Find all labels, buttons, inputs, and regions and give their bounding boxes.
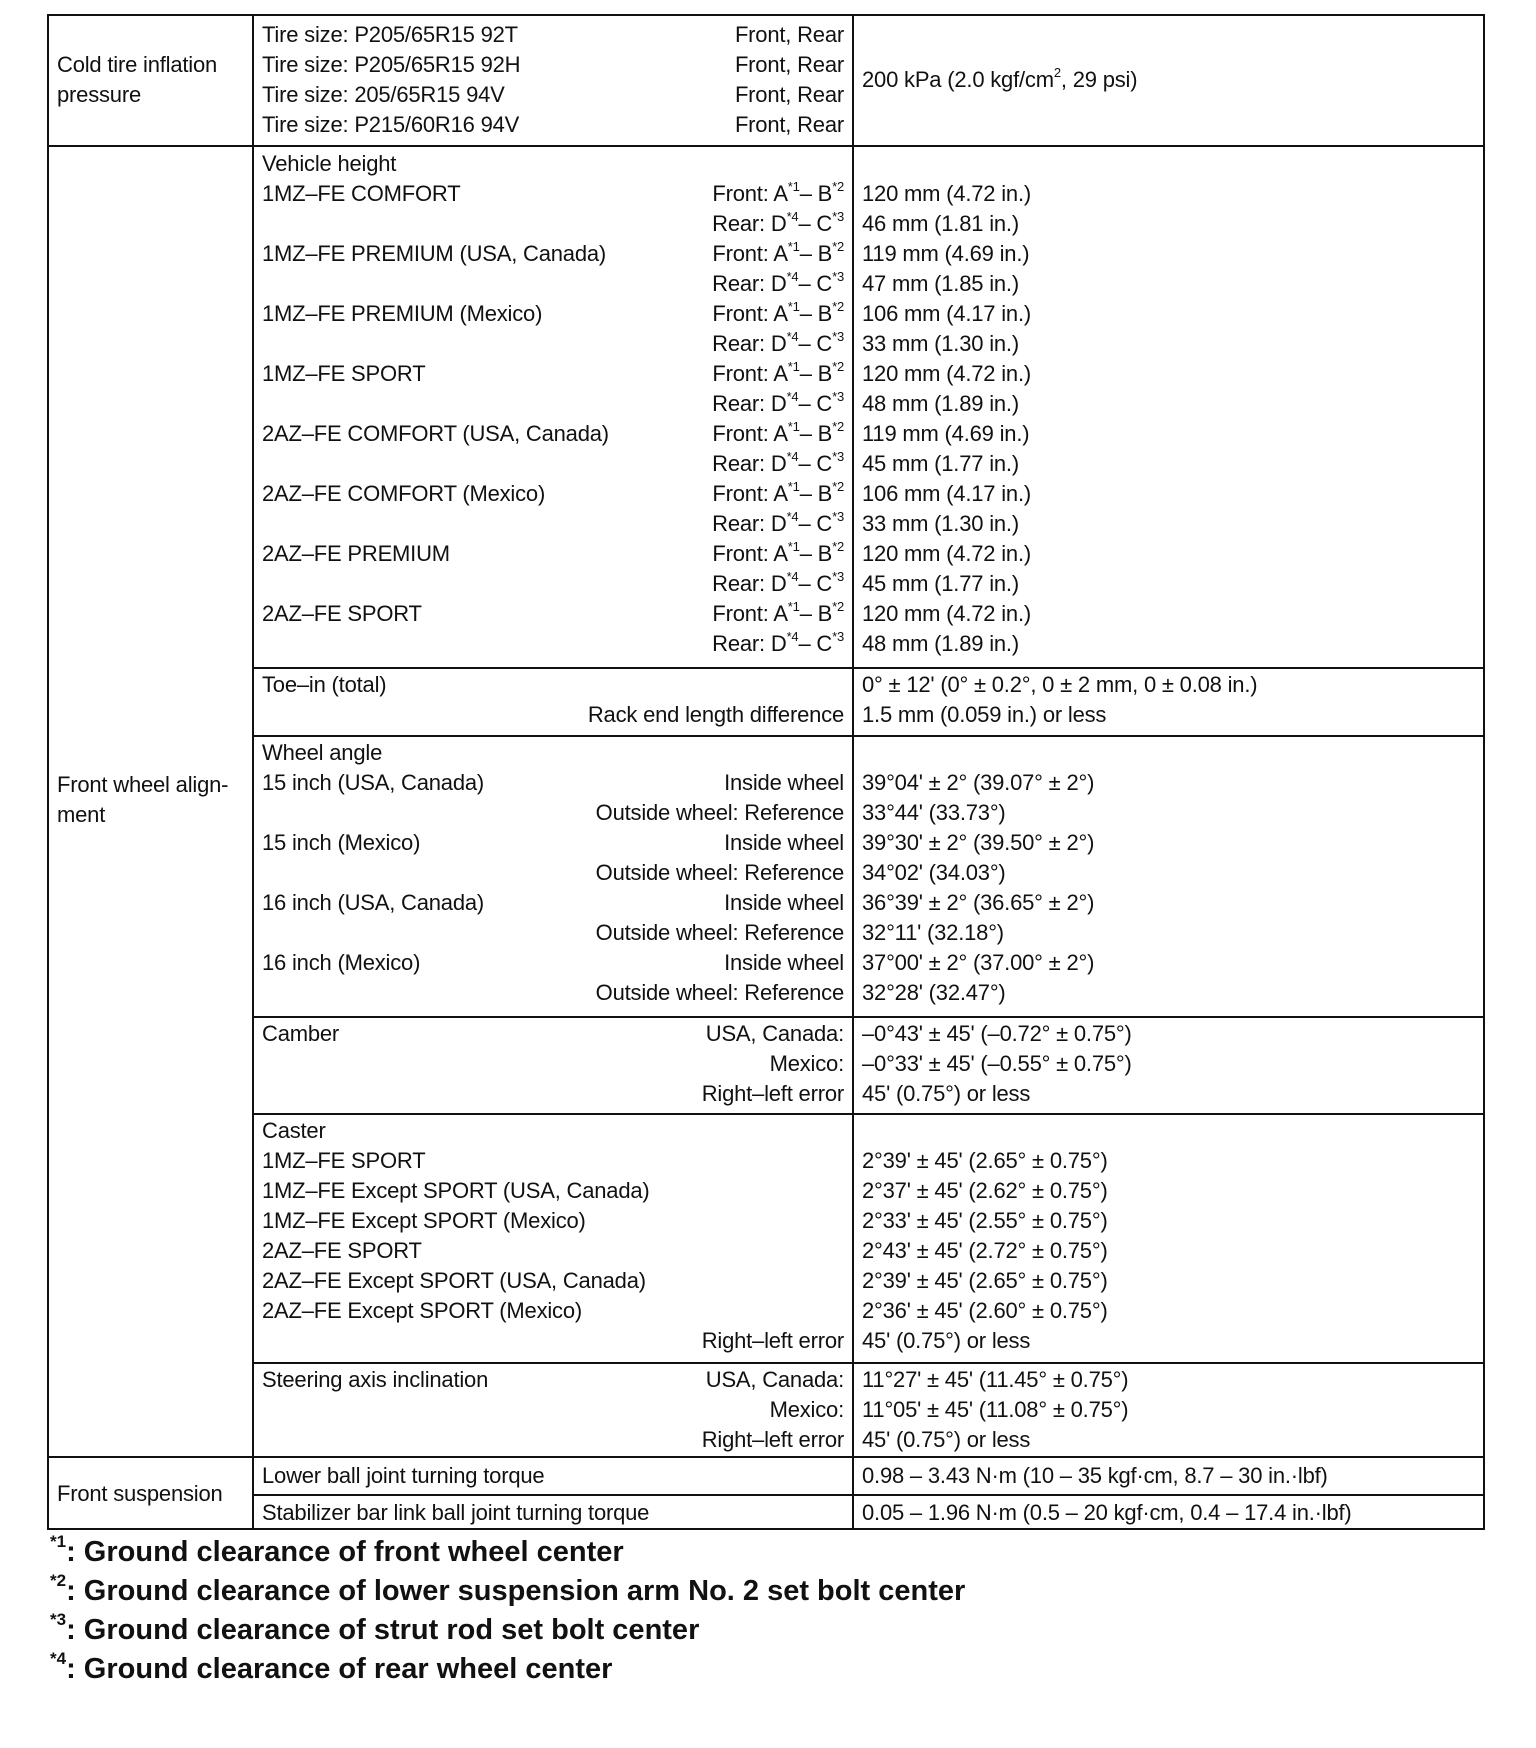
model-name: 1MZ–FE SPORT bbox=[262, 361, 426, 386]
footnote-ref: *2 bbox=[832, 358, 844, 374]
outside-wheel-value: 33°44' (33.73°) bbox=[862, 800, 1006, 825]
tire-position: Front, Rear bbox=[734, 22, 844, 47]
footnote-text: : Ground clearance of rear wheel center bbox=[66, 1653, 613, 1685]
footnote-ref: *1 bbox=[787, 238, 800, 254]
footnote-ref: *3 bbox=[832, 328, 844, 344]
footnote-ref: *2 bbox=[832, 238, 844, 254]
rear-label: Rear: D bbox=[712, 271, 787, 296]
front-measure-label bbox=[712, 299, 844, 329]
inside-wheel-label: Inside wheel bbox=[724, 890, 844, 915]
rear-label: Rear: D bbox=[712, 331, 787, 356]
rear-height-value: 33 mm (1.30 in.) bbox=[862, 331, 1019, 356]
footnote-ref: *4 bbox=[786, 628, 799, 644]
rear-label: – C bbox=[798, 511, 833, 536]
rear-label: – C bbox=[798, 451, 833, 476]
footnote bbox=[50, 1534, 624, 1570]
section-label: Front wheel align- bbox=[57, 772, 229, 797]
footnote-ref: *1 bbox=[787, 538, 800, 554]
camber-label: Mexico: bbox=[769, 1051, 844, 1076]
footnote-ref: *2 bbox=[832, 538, 844, 554]
steering-label: USA, Canada: bbox=[705, 1367, 844, 1392]
row-divider bbox=[47, 145, 1485, 147]
wheel-size-name: 15 inch (Mexico) bbox=[262, 830, 421, 855]
row-divider bbox=[252, 1113, 1485, 1115]
front-measure-label bbox=[712, 479, 844, 509]
rear-height-value: 45 mm (1.77 in.) bbox=[862, 451, 1019, 476]
front-height-value: 106 mm (4.17 in.) bbox=[862, 481, 1032, 506]
front-height-value: 106 mm (4.17 in.) bbox=[862, 301, 1032, 326]
footnote-ref: *2 bbox=[832, 418, 844, 434]
inflation-value: 200 kPa (2.0 kgf/cm bbox=[862, 67, 1054, 92]
footnote-ref: *2 bbox=[832, 178, 844, 194]
rack-end-value: 1.5 mm (0.059 in.) or less bbox=[862, 702, 1107, 727]
footnote-ref: *1 bbox=[787, 418, 800, 434]
outside-wheel-label: Outside wheel: Reference bbox=[595, 980, 844, 1005]
tire-size: Tire size: P215/60R16 94V bbox=[262, 112, 520, 137]
caster-model: 2AZ–FE Except SPORT (USA, Canada) bbox=[262, 1268, 646, 1293]
row-divider bbox=[47, 1456, 1485, 1458]
footnote-text: : Ground clearance of front wheel center bbox=[66, 1536, 624, 1568]
rear-label: Rear: D bbox=[712, 211, 787, 236]
tire-size: Tire size: 205/65R15 94V bbox=[262, 82, 505, 107]
footnote bbox=[50, 1573, 965, 1609]
footnote-mark: *1 bbox=[50, 1532, 67, 1552]
caster-model: 1MZ–FE SPORT bbox=[262, 1148, 426, 1173]
caster-value: 2°33' ± 45' (2.55° ± 0.75°) bbox=[862, 1208, 1108, 1233]
inside-wheel-value: 36°39' ± 2° (36.65° ± 2°) bbox=[862, 890, 1095, 915]
footnote-ref: *3 bbox=[832, 508, 844, 524]
rear-measure-label bbox=[712, 509, 844, 539]
front-label: – B bbox=[799, 601, 833, 626]
rear-measure-label bbox=[712, 329, 844, 359]
footnote-ref: *1 bbox=[787, 178, 800, 194]
camber-label: Right–left error bbox=[701, 1081, 844, 1106]
footnote-ref: *4 bbox=[786, 388, 799, 404]
rear-label: – C bbox=[798, 571, 833, 596]
tire-position: Front, Rear bbox=[734, 112, 844, 137]
vehicle-height-title: Vehicle height bbox=[262, 151, 397, 176]
steering-label: Mexico: bbox=[769, 1397, 844, 1422]
wheel-size-name: 16 inch (Mexico) bbox=[262, 950, 421, 975]
rear-height-value: 33 mm (1.30 in.) bbox=[862, 511, 1019, 536]
row-divider bbox=[252, 1016, 1485, 1018]
camber-value: 45' (0.75°) or less bbox=[862, 1081, 1031, 1106]
footnote-ref: *3 bbox=[832, 628, 844, 644]
model-name: 1MZ–FE COMFORT bbox=[262, 181, 461, 206]
row-divider bbox=[252, 735, 1485, 737]
footnote-ref: *3 bbox=[832, 568, 844, 584]
footnote-mark: *3 bbox=[50, 1610, 67, 1630]
front-measure-label bbox=[712, 239, 844, 269]
rear-label: Rear: D bbox=[712, 631, 787, 656]
front-label: – B bbox=[799, 181, 833, 206]
model-name: 1MZ–FE PREMIUM (USA, Canada) bbox=[262, 241, 607, 266]
footnote-ref: *1 bbox=[787, 298, 800, 314]
caster-model: 1MZ–FE Except SPORT (USA, Canada) bbox=[262, 1178, 650, 1203]
steering-label: Right–left error bbox=[701, 1427, 844, 1452]
suspension-item-label: Lower ball joint turning torque bbox=[262, 1463, 545, 1488]
footnote-ref: *3 bbox=[832, 448, 844, 464]
rear-label: Rear: D bbox=[712, 451, 787, 476]
front-label: Front: A bbox=[712, 301, 788, 326]
front-label: – B bbox=[799, 241, 833, 266]
rear-label: – C bbox=[798, 331, 833, 356]
rear-label: – C bbox=[798, 391, 833, 416]
front-measure-label bbox=[712, 179, 844, 209]
rear-label: Rear: D bbox=[712, 391, 787, 416]
rear-measure-label bbox=[712, 629, 844, 659]
wheel-size-name: 16 inch (USA, Canada) bbox=[262, 890, 485, 915]
front-label: Front: A bbox=[712, 481, 788, 506]
wheel-size-name: 15 inch (USA, Canada) bbox=[262, 770, 485, 795]
model-name: 2AZ–FE COMFORT (USA, Canada) bbox=[262, 421, 609, 446]
rear-measure-label bbox=[712, 209, 844, 239]
suspension-item-value: 0.05 – 1.96 N·m (0.5 – 20 kgf·cm, 0.4 – 17.4 in.·lbf) bbox=[862, 1500, 1352, 1525]
tire-size: Tire size: P205/65R15 92H bbox=[262, 52, 521, 77]
section-label: Front suspension bbox=[57, 1481, 223, 1506]
tire-position: Front, Rear bbox=[734, 82, 844, 107]
footnote bbox=[50, 1651, 612, 1687]
footnote-ref: *1 bbox=[787, 598, 800, 614]
caster-value: 2°39' ± 45' (2.65° ± 0.75°) bbox=[862, 1268, 1108, 1293]
front-label: Front: A bbox=[712, 181, 788, 206]
column-divider bbox=[852, 14, 854, 1530]
front-height-value: 120 mm (4.72 in.) bbox=[862, 541, 1032, 566]
footnote-text: : Ground clearance of strut rod set bolt center bbox=[66, 1614, 700, 1646]
footnote bbox=[50, 1612, 699, 1648]
model-name: 2AZ–FE SPORT bbox=[262, 601, 422, 626]
front-label: – B bbox=[799, 301, 833, 326]
inside-wheel-value: 37°00' ± 2° (37.00° ± 2°) bbox=[862, 950, 1095, 975]
rear-label: Rear: D bbox=[712, 571, 787, 596]
footnote-ref: *1 bbox=[787, 478, 800, 494]
outside-wheel-value: 32°11' (32.18°) bbox=[862, 920, 1004, 945]
footnote-mark: *4 bbox=[50, 1649, 67, 1669]
rear-label: – C bbox=[798, 631, 833, 656]
rear-height-value: 48 mm (1.89 in.) bbox=[862, 631, 1019, 656]
footnote-ref: *4 bbox=[786, 448, 799, 464]
suspension-item-value: 0.98 – 3.43 N·m (10 – 35 kgf·cm, 8.7 – 30 in.·lbf) bbox=[862, 1463, 1328, 1488]
row-divider bbox=[252, 667, 1485, 669]
footnote-mark: *2 bbox=[50, 1571, 67, 1591]
model-name: 1MZ–FE PREMIUM (Mexico) bbox=[262, 301, 543, 326]
footnote-ref: *4 bbox=[786, 208, 799, 224]
rear-measure-label bbox=[712, 389, 844, 419]
caster-error-label: Right–left error bbox=[701, 1328, 844, 1353]
section-label: ment bbox=[57, 802, 106, 827]
row-divider bbox=[252, 1362, 1485, 1364]
wheel-angle-title: Wheel angle bbox=[262, 740, 383, 765]
front-label: Front: A bbox=[712, 601, 788, 626]
rear-height-value: 47 mm (1.85 in.) bbox=[862, 271, 1019, 296]
inside-wheel-label: Inside wheel bbox=[724, 770, 844, 795]
inflation-value-superscript: 2 bbox=[1053, 64, 1061, 80]
inside-wheel-value: 39°30' ± 2° (39.50° ± 2°) bbox=[862, 830, 1095, 855]
rear-label: – C bbox=[798, 211, 833, 236]
column-divider bbox=[252, 14, 254, 1530]
footnote-text: : Ground clearance of lower suspension arm No. 2 set bolt center bbox=[66, 1575, 966, 1607]
rear-label: Rear: D bbox=[712, 511, 787, 536]
front-label: – B bbox=[799, 481, 833, 506]
front-height-value: 120 mm (4.72 in.) bbox=[862, 361, 1032, 386]
rear-measure-label bbox=[712, 569, 844, 599]
front-label: – B bbox=[799, 361, 833, 386]
rear-label: – C bbox=[798, 271, 833, 296]
rear-height-value: 45 mm (1.77 in.) bbox=[862, 571, 1019, 596]
inflation-pressure-value bbox=[862, 65, 1137, 95]
caster-value: 2°39' ± 45' (2.65° ± 0.75°) bbox=[862, 1148, 1108, 1173]
model-name: 2AZ–FE PREMIUM bbox=[262, 541, 450, 566]
inside-wheel-label: Inside wheel bbox=[724, 830, 844, 855]
front-label: Front: A bbox=[712, 421, 788, 446]
model-name: 2AZ–FE COMFORT (Mexico) bbox=[262, 481, 546, 506]
front-measure-label bbox=[712, 419, 844, 449]
caster-model: 2AZ–FE SPORT bbox=[262, 1238, 422, 1263]
inside-wheel-value: 39°04' ± 2° (39.07° ± 2°) bbox=[862, 770, 1095, 795]
camber-title: Camber bbox=[262, 1021, 340, 1046]
toe-in-title: Toe–in (total) bbox=[262, 672, 387, 697]
footnote-ref: *2 bbox=[832, 298, 844, 314]
front-height-value: 119 mm (4.69 in.) bbox=[862, 421, 1030, 446]
steering-value: 11°27' ± 45' (11.45° ± 0.75°) bbox=[862, 1367, 1129, 1392]
footnote-ref: *4 bbox=[786, 508, 799, 524]
outside-wheel-value: 32°28' (32.47°) bbox=[862, 980, 1006, 1005]
section-label: Cold tire inflation bbox=[57, 52, 218, 77]
rear-height-value: 48 mm (1.89 in.) bbox=[862, 391, 1019, 416]
toe-in-value: 0° ± 12' (0° ± 0.2°, 0 ± 2 mm, 0 ± 0.08 in.) bbox=[862, 672, 1258, 697]
front-measure-label bbox=[712, 539, 844, 569]
front-label: Front: A bbox=[712, 361, 788, 386]
suspension-item-label: Stabilizer bar link ball joint turning torque bbox=[262, 1500, 650, 1525]
footnote-ref: *3 bbox=[832, 268, 844, 284]
steering-axis-title: Steering axis inclination bbox=[262, 1367, 489, 1392]
front-height-value: 119 mm (4.69 in.) bbox=[862, 241, 1030, 266]
caster-model: 1MZ–FE Except SPORT (Mexico) bbox=[262, 1208, 586, 1233]
caster-model: 2AZ–FE Except SPORT (Mexico) bbox=[262, 1298, 583, 1323]
rear-measure-label bbox=[712, 449, 844, 479]
footnote-ref: *4 bbox=[786, 268, 799, 284]
section-label: pressure bbox=[57, 82, 141, 107]
front-label: Front: A bbox=[712, 541, 788, 566]
camber-label: USA, Canada: bbox=[705, 1021, 844, 1046]
caster-title: Caster bbox=[262, 1118, 326, 1143]
footnote-ref: *3 bbox=[832, 388, 844, 404]
outside-wheel-label: Outside wheel: Reference bbox=[595, 920, 844, 945]
caster-value: 2°37' ± 45' (2.62° ± 0.75°) bbox=[862, 1178, 1108, 1203]
inflation-value: , 29 psi) bbox=[1060, 67, 1138, 92]
front-label: – B bbox=[799, 421, 833, 446]
outside-wheel-label: Outside wheel: Reference bbox=[595, 800, 844, 825]
steering-value: 45' (0.75°) or less bbox=[862, 1427, 1031, 1452]
front-height-value: 120 mm (4.72 in.) bbox=[862, 601, 1032, 626]
front-height-value: 120 mm (4.72 in.) bbox=[862, 181, 1032, 206]
rear-measure-label bbox=[712, 269, 844, 299]
footnote-ref: *2 bbox=[832, 478, 844, 494]
rack-end-label: Rack end length difference bbox=[587, 702, 844, 727]
caster-error-value: 45' (0.75°) or less bbox=[862, 1328, 1031, 1353]
front-label: Front: A bbox=[712, 241, 788, 266]
footnote-ref: *4 bbox=[786, 568, 799, 584]
caster-value: 2°43' ± 45' (2.72° ± 0.75°) bbox=[862, 1238, 1108, 1263]
steering-value: 11°05' ± 45' (11.08° ± 0.75°) bbox=[862, 1397, 1129, 1422]
front-measure-label bbox=[712, 599, 844, 629]
front-label: – B bbox=[799, 541, 833, 566]
camber-value: –0°33' ± 45' (–0.55° ± 0.75°) bbox=[862, 1051, 1132, 1076]
tire-position: Front, Rear bbox=[734, 52, 844, 77]
row-divider bbox=[252, 1494, 1485, 1496]
outside-wheel-value: 34°02' (34.03°) bbox=[862, 860, 1006, 885]
inside-wheel-label: Inside wheel bbox=[724, 950, 844, 975]
footnote-ref: *3 bbox=[832, 208, 844, 224]
outside-wheel-label: Outside wheel: Reference bbox=[595, 860, 844, 885]
caster-value: 2°36' ± 45' (2.60° ± 0.75°) bbox=[862, 1298, 1108, 1323]
footnote-ref: *1 bbox=[787, 358, 800, 374]
front-measure-label bbox=[712, 359, 844, 389]
footnote-ref: *2 bbox=[832, 598, 844, 614]
footnote-ref: *4 bbox=[786, 328, 799, 344]
camber-value: –0°43' ± 45' (–0.72° ± 0.75°) bbox=[862, 1021, 1132, 1046]
tire-size: Tire size: P205/65R15 92T bbox=[262, 22, 518, 47]
rear-height-value: 46 mm (1.81 in.) bbox=[862, 211, 1019, 236]
